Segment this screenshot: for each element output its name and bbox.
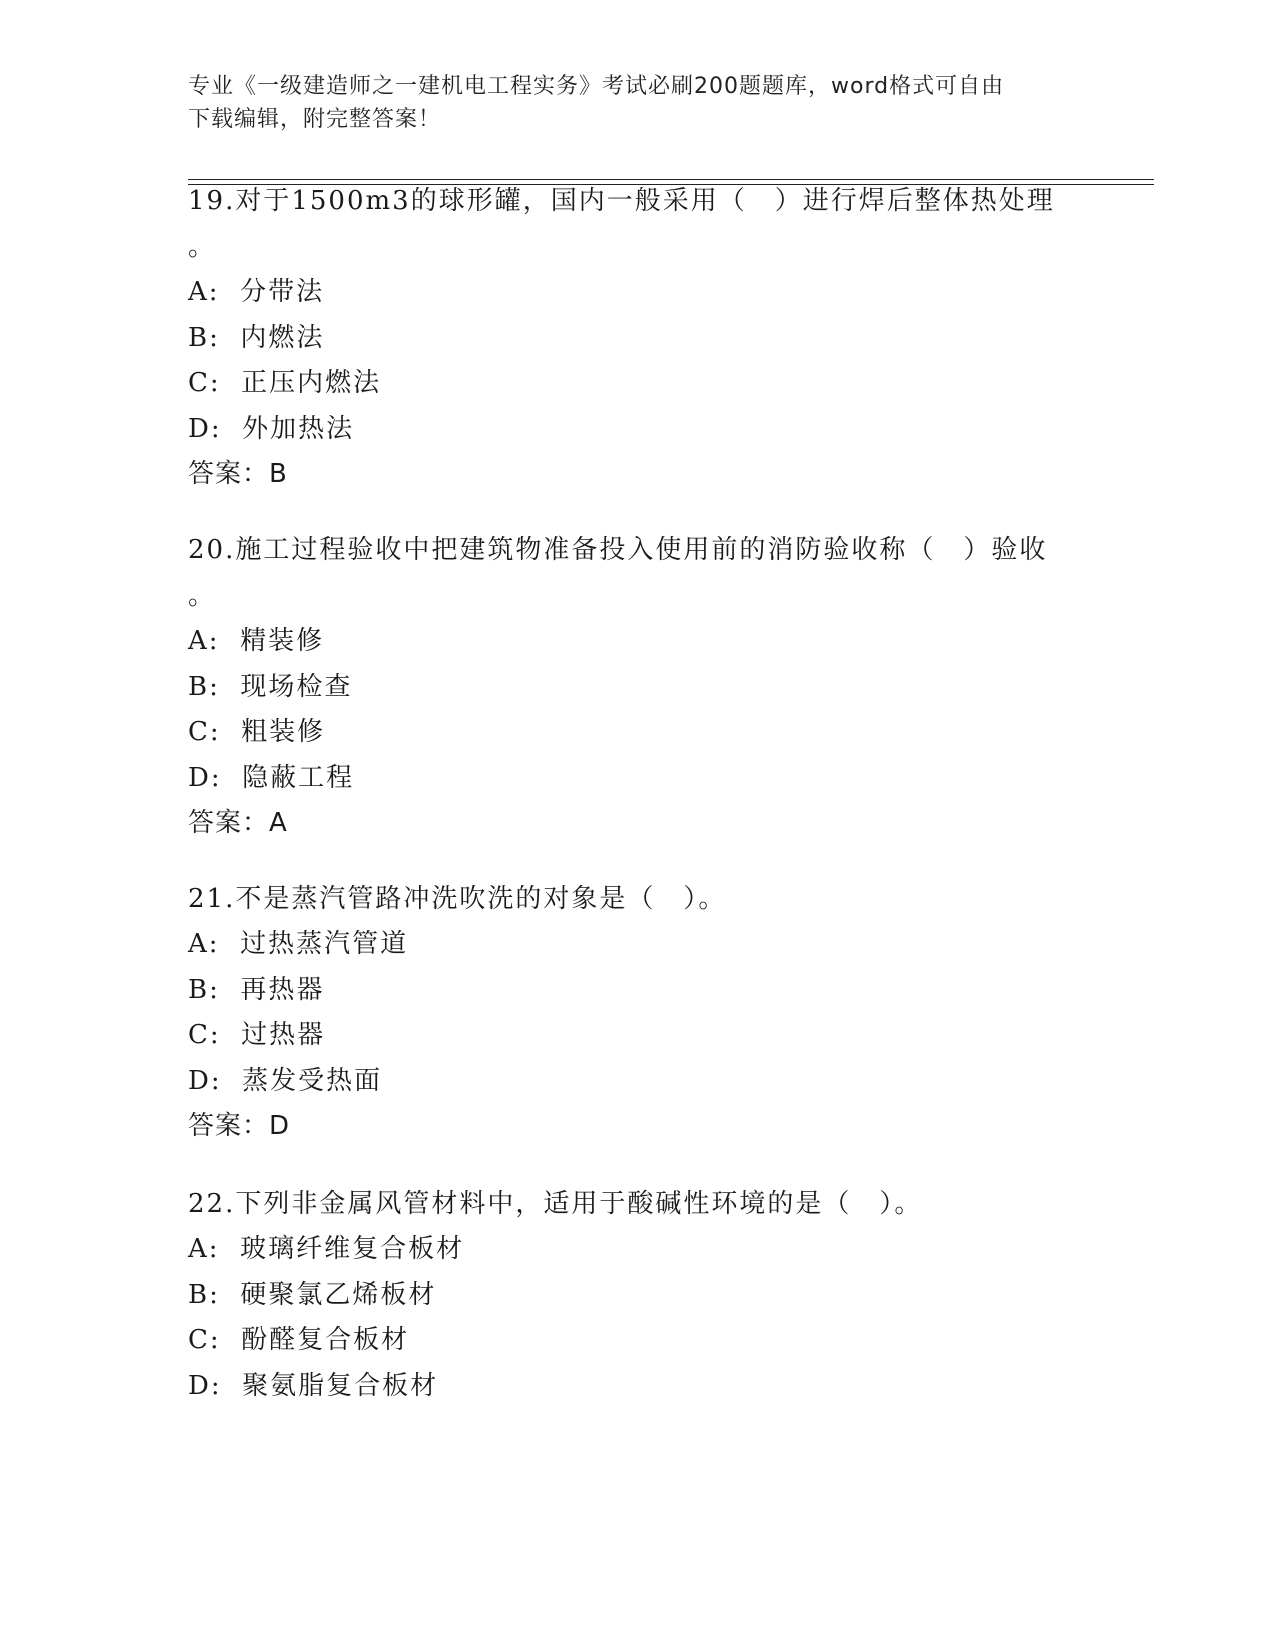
question-stem: 22.下列非金属风管材料中，适用于酸碱性环境的是（ ）。 [188,1189,923,1219]
option-b: B: 现场检查 [188,671,353,702]
header-line-2: 下载编辑，附完整答案！ [188,107,442,132]
option-d: D: 外加热法 [188,413,355,444]
question-stem: 20.施工过程验收中把建筑物准备投入使用前的消防验收称（ ）验收 [188,535,1048,565]
option-c: C: 过热器 [188,1020,326,1050]
option-c: C: 酚醛复合板材 [188,1325,410,1355]
option-a: A: 分带法 [188,277,325,307]
question-stem-continuation: 。 [188,232,217,262]
option-d: D: 蒸发受热面 [188,1065,383,1096]
option-b: B: 硬聚氯乙烯板材 [188,1279,437,1310]
option-c: C: 正压内燃法 [188,368,382,398]
question-stem-continuation: 。 [188,581,217,611]
document-header [188,70,1068,136]
option-d: D: 聚氨脂复合板材 [188,1370,439,1401]
option-a: A: 玻璃纤维复合板材 [188,1234,465,1264]
question-22 [188,1181,1088,1409]
option-b: B: 再热器 [188,974,325,1005]
question-21 [188,876,1088,1149]
question-stem: 19.对于1500m3的球形罐，国内一般采用（ ）进行焊后整体热处理 [188,186,1055,216]
option-c: C: 粗装修 [188,717,326,747]
answer-text: 答案：A [188,808,288,838]
answer-text: 答案：D [188,1111,291,1141]
option-a: A: 过热蒸汽管道 [188,929,409,959]
question-20 [188,527,1088,846]
option-a: A: 精装修 [188,626,325,656]
header-line-1: 专业《一级建造师之一建机电工程实务》考试必刷200题题库，word格式可自由 [188,74,1005,99]
answer-text: 答案：B [188,459,288,489]
option-b: B: 内燃法 [188,322,325,353]
option-d: D: 隐蔽工程 [188,762,355,793]
question-stem: 21.不是蒸汽管路冲洗吹洗的对象是（ ）。 [188,884,727,914]
question-19 [188,178,1088,497]
